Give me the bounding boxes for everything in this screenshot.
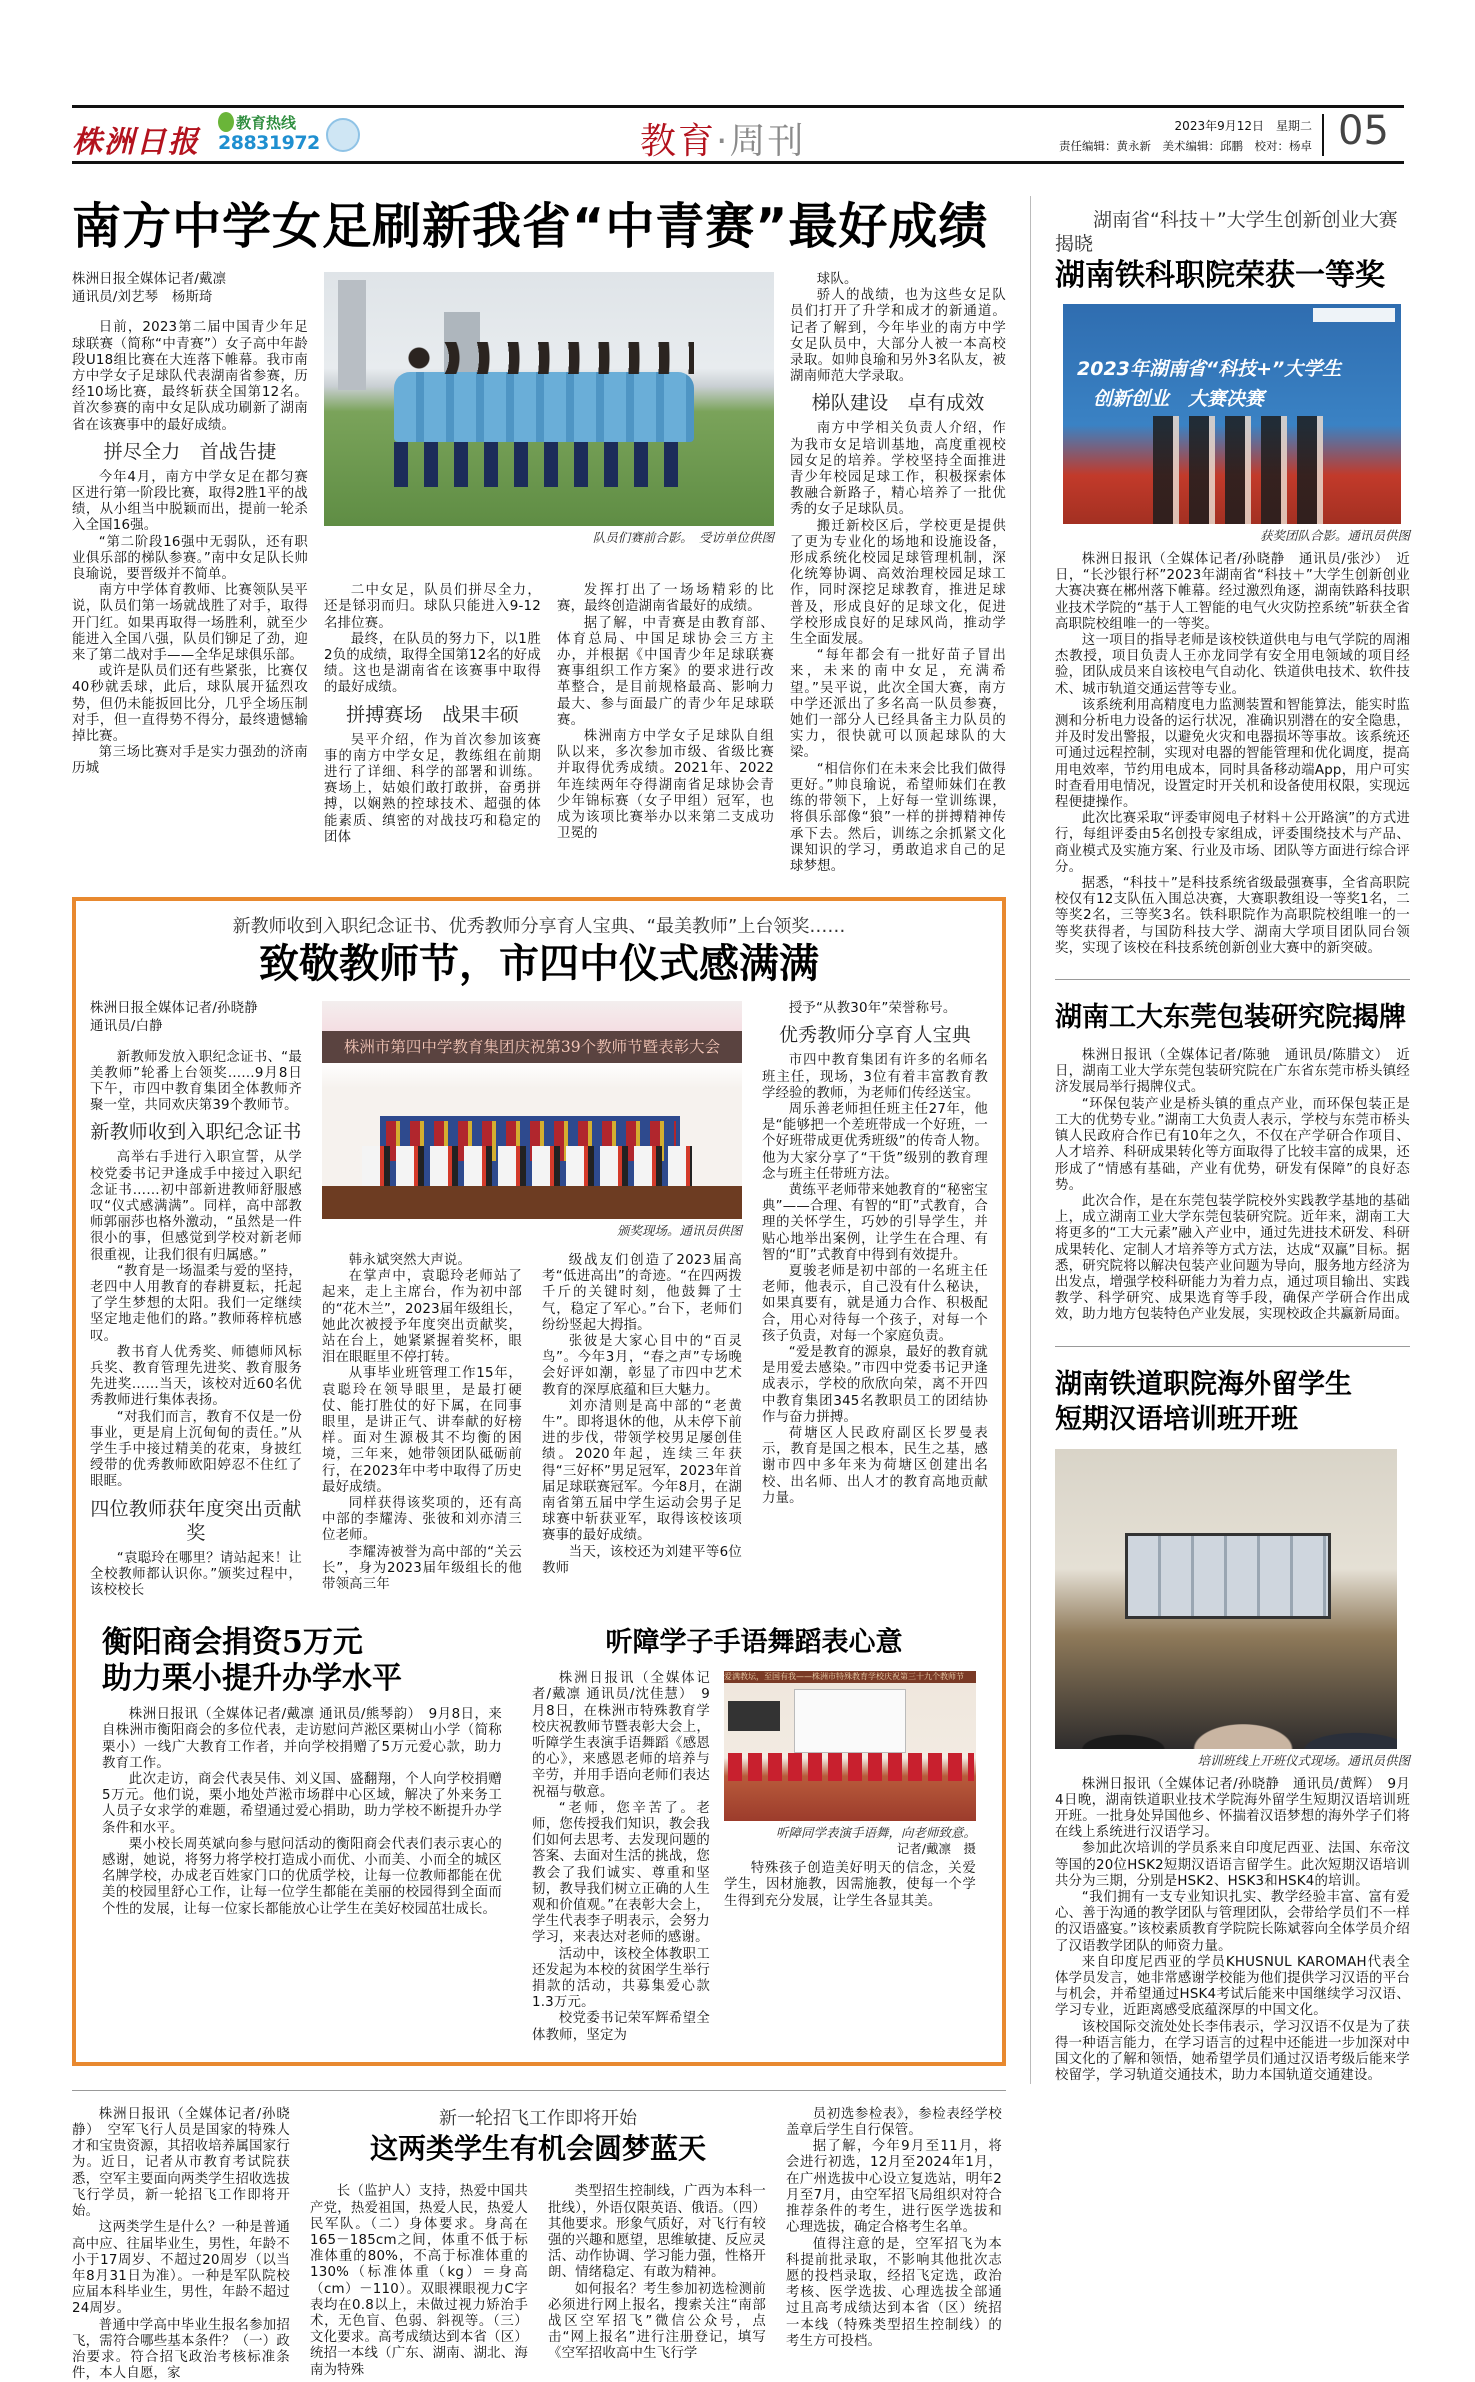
paragraph: 同样获得该奖项的，还有高中部的李耀涛、张彼和刘亦清三位老师。 [322, 1496, 522, 1544]
paragraph: “我们拥有一支专业知识扎实、教学经验丰富、富有爱心、善于沟通的教学团队与管理团队，会带给学员们不一样的汉语盛宴。”该校素质教育学院院长陈斌蓉向全体学员介绍了汉语教学团队的师资力量。 [1055, 1889, 1410, 1954]
section-sub: 周刊 [729, 121, 806, 162]
sidebar-rule-1 [1055, 979, 1410, 980]
team-photo [324, 272, 774, 526]
video-wall [1125, 1533, 1331, 1619]
paragraph: 发挥打出了一场场精彩的比赛，最终创造湖南省最好的成绩。 [557, 583, 774, 615]
paragraph: 高举右手进行入职宣誓，从学校党委书记尹逢成手中接过入职纪念证书……初中部新进教师舒服感叹“仪式感满满”。同样，高中部教师郭丽莎也格外激动，“虽然是一件很小的事，但感觉到学校对新老师很重视，让我们很有归属感。” [90, 1150, 302, 1263]
byline: 通讯员/刘艺琴 杨斯琦 [72, 290, 213, 306]
paragraph: 教书育人优秀奖、师德师风标兵奖、教育管理先进奖、教育服务先进奖……当天，该校对近60名优秀教师进行集体表扬。 [90, 1344, 302, 1409]
pilot-col-1 [72, 2107, 290, 2382]
paragraph: 参加此次培训的学员系来自印度尼西亚、法国、东帝汶等国的20位HSK2短期汉语语言留学生。此次短期汉语培训共分为三期，分别是HSK2、HSK3和HSK4的培训。 [1055, 1841, 1410, 1889]
paragraph: 长（监护人）支持，热爱中国共产党，热爱祖国，热爱人民，热爱人民军队。（二）身体要求。身高在165－185cm之间，体重不低于标准体重的80%，不高于标准体重的130%（标准体重（kg）＝身高（cm）－110）。双眼裸眼视力C字表均在0.8以上，未做过视力矫治手术，无色盲、色弱、斜视等。（三）文化要求。高考成绩达到本省（区）统招一本线（广东、湖南、湖北、海南为特殊 [310, 2184, 528, 2378]
online-class-photo [1055, 1449, 1397, 1749]
paragraph: 骄人的战绩，也为这些女足队员们打开了升学和成才的新通道。记者了解到，今年毕业的南方中学女足队员中，大部分人被一本高校录取。如帅良瑜和另外3名队友，被湖南师范大学录取。 [790, 288, 1006, 385]
paragraph: 二中女足，队员们拼尽全力，还是铩羽而归。球队只能进入9-12名排位赛。 [324, 583, 541, 631]
paragraph: “环保包装产业是桥头镇的重点产业，而环保包装正是工大的优势专业。”湖南工大负责人表示，学校与东莞市桥头镇人民政府合作已有10年之久，不仅在产学研合作项目、人才培养、科研成果转化等方面取得了比较丰富的成果，还形成了“情感有基础，产业有优势，研发有保障”的良好态势。 [1055, 1096, 1410, 1193]
pilot-col-4 [786, 2107, 1002, 2382]
packaging-headline: 湖南工大东莞包装研究院揭牌 [1055, 1002, 1406, 1034]
teacher-day-col-3 [542, 1253, 742, 1599]
paragraph: 最终，在队员的努力下，以1胜2负的成绩，取得全国第12名的好成绩。这也是湖南省在该赛事中取得的最好成绩。 [324, 631, 541, 696]
paragraph: 搬迁新校区后，学校更是提供了更为专业化的场地和设施设备，形成系统化校园足球管理机制，深化统筹协调、高效治理校园足球工作，同时深挖足球教育，推进足球普及，形成良好的足球文化，促进学校形成良好的足球风尚，推动学生全面发展。 [790, 518, 1006, 648]
box-bottom-stories [90, 1625, 988, 2044]
projection-screen [794, 1689, 906, 1753]
paragraph: 株洲南方中学女子足球队自组队以来，多次参加市级、省级比赛并取得优秀成绩。2021年、2022年连续两年夺得湖南省足球协会青少年锦标赛（女子甲组）冠军，也成为该项比赛举办以来第二支成功卫冕的 [557, 728, 774, 842]
section-dot: · [716, 121, 730, 162]
teacher-day-col-4 [762, 1001, 988, 1599]
timer-display [1313, 308, 1395, 322]
teacher-day-col-1 [90, 1001, 302, 1599]
teacher-day-story [90, 1001, 988, 1599]
subheading: 梯队建设 卓有成效 [811, 392, 985, 415]
paragraph: 来自印度尼西亚的学员KHUSNUL KAROMAH代表全体学员发言，她非常感谢学校能为他们提供学习汉语的平台与机会，并希望通过HSK4考试后能来中国继续学习汉语、学习专业，近距离感受底蕴深厚的中国文化。 [1055, 1954, 1410, 2019]
paragraph: 员初选参检表》，参检表经学校盖章后学生自行保管。 [786, 2106, 1002, 2139]
paragraph: 张彼是大家心目中的“百灵鸟”。今年3月，“春之声”专场晚会好评如潮，彰显了市四中艺术教育的深厚底蕴和巨大魅力。 [542, 1334, 742, 1398]
lead-story [72, 272, 1006, 875]
book-icon [326, 118, 360, 152]
led-banner-text: 株洲市第四中学教育集团庆祝第39个教师节暨表彰大会 [343, 1038, 721, 1057]
paragraph: 周乐善老师担任班主任27年，他是“能够把一个差班带成一个好班，一个好班带成更优秀班级”的传奇人物。他为大家分享了“干货”级别的教育理念与班主任带班方法。 [762, 1101, 988, 1182]
building [338, 280, 366, 390]
paragraph: 类型招生控制线，广西为本科一批线），外语仅限英语、俄语。（四）其他要求。形象气质好，对飞行有较强的兴趣和愿望，思维敏捷、反应灵活、动作协调、学习能力强，性格开朗、情绪稳定、有敢为精神。 [548, 2184, 766, 2281]
ceremony-photo-figure [322, 1001, 742, 1253]
paragraph: “相信你们在未来会比我们做得更好。”帅良瑜说，希望师妹们在教练的带领下，上好每一堂训练课，将俱乐部像“狼”一样的拼搏精神传承下去。然后，训练之余抓紧文化课知识的学习，勇敢追求自己的足球梦想。 [790, 761, 1006, 874]
paragraph: 吴平介绍，作为首次参加该赛事的南方中学女足，教练组在前期进行了详细、科学的部署和训练。赛场上，姑娘们敢打敢拼，奋勇拼搏，以娴熟的控球技术、超强的体能素质、缜密的对战技巧和稳定的团体 [324, 732, 541, 845]
subheading: 新教师收到入职纪念证书 [90, 1121, 302, 1144]
contest-banner-1: 2023年湖南省“科技+”大学生 [1077, 358, 1342, 380]
sign-dance-credit: 记者/戴凛 摄 [896, 1841, 976, 1857]
paragraph: 或许是队员们还有些紧张，比赛仅40秒就丢球，此后，球队展开猛烈攻势，但仍未能扳回比分，几乎全场压制对手，但一直得势不得分，最终遗憾输掉比赛。 [72, 664, 308, 745]
paragraph: 株洲日报讯（全媒体记者/戴凛 通讯员/熊琴韵） 9月8日，来自株洲市衡阳商会的多位代表，走访慰问芦淞区栗树山小学（简称栗小）一线广大教育工作者，并向学校捐赠了5万元爱心款，助力教育工作。 [102, 1707, 502, 1771]
byline: 株洲日报全媒体记者/戴凛 [72, 272, 227, 287]
stage-front [322, 1186, 742, 1219]
sign-dance-headline: 听障学子手语舞蹈表心意 [605, 1627, 903, 1659]
paragraph: 株洲日报讯（全媒体记者/陈驰 通讯员/陈腊文） 近日，湖南工业大学东莞包装研究院在广东省东莞市桥头镇经济发展局举行揭牌仪式。 [1055, 1048, 1410, 1096]
paragraph: 在掌声中，袁聪玲老师站了起来，走上主席台，作为初中部的“花木兰”，2023届年级组长，她此次被授予年度突出贡献奖，站在台上，她紧紧握着奖杯，眼泪在眼眶里不停打转。 [322, 1269, 522, 1366]
paragraph: “第二阶段16强中无弱队，还有职业俱乐部的梯队参赛。”南中女足队长帅良瑜说，要晋级并不简单。 [72, 534, 308, 583]
paragraph: 这一项目的指导老师是该校铁道供电与电气学院的周湘杰教授，项目负责人王亦龙同学有安全用电领域的项目经验，团队成员来自该校电气自动化、铁道供电技术、软件技术、城市轨道交通运营等专业。 [1055, 633, 1410, 697]
pilot-heading [310, 2107, 766, 2171]
paragraph: 这两类学生是什么？一种是普通高中应、往届毕业生，男性，年龄不小于17周岁、不超过20周岁（以当年8月31日为准）。一种是军队院校应届本科毕业生，男性，年龄不超过24周岁。 [72, 2220, 290, 2317]
paragraph: “老师，您辛苦了。老师，您传授我们知识，教会我们如何去思考、去发现问题的答案、去面对生活的挑战，您教会了我们诚实、尊重和坚韧，教导我们树立正确的人生观和价值观。”在表彰大会上，学生代表李子明表示，会努力学习，来表达对老师的感谢。 [532, 1800, 710, 1946]
paragraph: 值得注意的是，空军招飞为本科提前批录取，不影响其他批次志愿的投档录取，经招飞定选，政治考核、医学选拔、心理选拔全部通过且高考成绩达到本省（区）统招一本线（特殊类型招生控制线）的考生方可投档。 [786, 2236, 1002, 2349]
section-main: 教育 [640, 121, 717, 162]
lead-col-1 [72, 272, 308, 875]
paragraph: “爱是教育的源泉，最好的教育就是用爱去感染。”市四中党委书记尹逢成表示，学校的欣欣向荣，离不开四中教育集团345名教职员工的团结协作与奋力拼搏。 [762, 1344, 988, 1425]
players-group [394, 342, 694, 492]
paragraph: 从事毕业班管理工作15年，袁聪玲在领导眼里，是最打硬仗、能打胜仗的好下属，在同事眼里，是讲正气、讲奉献的好榜样。面对生源极其不均衡的困境，三年来，她带领团队砥砺前行，在2023年中考中取得了历史最好成绩。 [322, 1366, 522, 1495]
pilot-kicker: 新一轮招飞工作即将开始 [439, 2107, 637, 2129]
lead-headline: 南方中学女足刷新我省“中青赛”最好成绩 [72, 198, 989, 255]
paragraph: 今年4月，南方中学女足在都匀赛区进行第一阶段比赛，取得2胜1平的战绩，从小组当中脱颖而出，提前一轮杀入全国16强。 [72, 469, 308, 534]
paragraph: 如何报名？考生参加初选检测前必须进行网上报名，搜索关注“南部战区空军招飞”微信公众号，点击“网上报名”进行注册登记，填写《空军招收高中生飞行学 [548, 2281, 766, 2362]
page-main [72, 196, 1410, 2382]
newspaper-logo: 株洲日报 [72, 125, 200, 160]
contest-banner-2: 创新创业 大赛决赛 [1093, 388, 1265, 410]
subheading: 四位教师获年度突出贡献奖 [90, 1497, 302, 1544]
paragraph: “对我们而言，教育不仅是一份事业，更是肩上沉甸甸的责任。”从学生手中接过精美的花束，身披红绶带的优秀教师欧阳婷忍不住红了眼眶。 [90, 1409, 302, 1490]
page-number-divider [1322, 114, 1324, 156]
ceremony-photo-caption: 颁奖现场。通讯员供图 [616, 1223, 742, 1239]
paragraph: 此次合作，是在东莞包装学院校外实践教学基地的基础上，成立湖南工业大学东莞包装研究院。近年来，湖南工大将更多的“工大元素”融入产业中，通过先进技术研发、科研成果转化、定制人才培养等方式方法，达成“双赢”目标。据悉，研究院将以解决包装产业问题为导向，服务地方经济为出发点，增强学校科研能力为着力点，通过项目输出、实践教学、科学研究、成果选育等手段，确保产学研合作出成效，助力地方包装特色产业发展，实现校政企共赢新局面。 [1055, 1193, 1410, 1323]
paragraph: 南方中学体育教师、比赛领队吴平说，队员们第一场就战胜了对手，取得开门红。如果再取得一场胜利，就至少能进入全国八强，队员们铆足了劲，迎来了第二战对手——全华足球俱乐部。 [72, 583, 308, 664]
team-photo-figure [324, 272, 774, 583]
paragraph: 韩永斌突然大声说。 [348, 1253, 472, 1269]
paragraph: 当天，该校还为刘建平等6位教师 [542, 1544, 742, 1576]
sign-dance-col-2 [724, 1861, 976, 1910]
sign-dance-photo [724, 1671, 976, 1821]
paragraph: “教育是一场温柔与爱的坚持，老四中人用教育的春耕夏耘，托起了学生梦想的太阳。我们一定继续坚定地走他们的路。”教师蒋梓杭感叹。 [90, 1263, 302, 1344]
tv-screen [728, 1701, 780, 1731]
contest-photo-caption: 获奖团队合影。通讯员供图 [1259, 528, 1410, 543]
paragraph: 该校国际交流处处长李伟表示，学习汉语不仅是为了获得一种语言能力，在学习语言的过程中还能进一步加深对中国文化的了解和领悟，她希望学员们通过汉语考级后能来学校留学，学习轨道交通技术，助力本国轨道交通建设。 [1055, 2019, 1410, 2084]
contest-body [1055, 552, 1410, 957]
sidebar-rule-2 [1055, 1346, 1410, 1347]
editor-credits: 责任编辑：黄永新 美术编辑：邱鹏 校对：杨卓 [1059, 139, 1312, 153]
paragraph: 特殊孩子创造美好明天的信念，关爱学生，因材施教，因需施教，使每一个学生得到充分发展，让学生各显其美。 [724, 1861, 976, 1909]
photo-banner [724, 1671, 976, 1683]
winning-team [1153, 416, 1333, 524]
paragraph: 授予“从教30年”荣誉称号。 [788, 1001, 957, 1017]
phone-icon [218, 112, 234, 132]
chinese-class-headline-2: 短期汉语培训班开班 [1055, 1403, 1298, 1435]
paragraph: 活动中，该校全体教职工还发起为本校的贫困学生举行捐款的活动，共募集爱心款1.3万元。 [532, 1946, 710, 2011]
ceremony-photo [322, 1001, 742, 1219]
lead-col-2 [324, 583, 541, 875]
paragraph: 日前，2023第二届中国青少年足球联赛（简称“中青赛”）女子高中年龄段U18组比赛在大连落下帷幕。我市南方中学女子足球队代表湖南省参赛，历经10场比赛，最终斩获全国第12名。首次参赛的南中女足队成功刷新了湖南省在该赛事中的最好成绩。 [72, 320, 308, 433]
hotline-badge [218, 110, 363, 158]
paragraph: 夏骏老师是初中部的一名班主任老师，他表示，自己没有什么秘诀，如果真要有，就是通力合作、积极配合，用心对待每一个孩子，对每一个孩子负责，对每一个家庭负责。 [762, 1263, 988, 1344]
paragraph: 南方中学相关负责人介绍，作为我市女足培训基地，高度重视校园女足的培养。学校坚持全面推进青少年校园足球工作，积极探索体教融合新路子，精心培养了一批优秀的女子足球队员。 [790, 421, 1006, 518]
sign-dance-right [724, 1671, 976, 2044]
paragraph: “袁聪玲在哪里？请站起来！让全校教师都认识你。”颁奖过程中，该校校长 [90, 1550, 302, 1598]
subheading: 拼搏赛场 战果丰硕 [346, 703, 519, 726]
dancers [728, 1753, 974, 1781]
paragraph: 株洲日报讯（全媒体记者/孙晓静） 空军飞行人员是国家的特殊人才和宝贵资源，其招收培养属国家行为。近日，记者从市教育考试院获悉，空军主要面向两类学生招收选拔飞行学员，新一轮招飞工作即将开始。 [72, 2106, 290, 2220]
left-zone [72, 196, 1006, 2382]
paragraph: 据悉，“科技＋”是科技系统省级最强赛事，全省高职院校仅有12支队伍入围总决赛，大赛职教组设一等奖1名，二等奖2名，三等奖3名。铁科职院作为高职院校组唯一的一等奖获得者，与国防科技大学、湖南大学项目团队同台领奖，实现了该校在科技系统创新创业大赛中的新突破。 [1055, 876, 1410, 956]
contest-photo [1063, 304, 1401, 524]
pilot-col-3 [548, 2184, 766, 2382]
paragraph: 荷塘区人民政府副区长罗曼表示，教育是国之根本，民生之基，感谢市四中多年来为荷塘区创建出名校、出名师、出人才的教育高地贡献力量。 [762, 1425, 988, 1506]
sidebar [1030, 196, 1410, 2084]
subheading: 拼尽全力 首战告捷 [103, 440, 277, 463]
paragraph: 该系统利用高精度电力监测装置和智能算法，能实时监测和分析电力设备的运行状况，准确识别潜在的安全隐患，并及时发出警报，以避免火灾和电器损坏等事故。该系统还可通过远程控制，实现对电器的智能管理和优化调度，提高用电效率，节约用电成本，同时具备移动端App，用户可实时查看用电情况，设置定时开关机和设备使用权限，实现远程便捷操作。 [1055, 697, 1410, 811]
packaging-body [1055, 1048, 1410, 1323]
attendees [1055, 1654, 1397, 1749]
paragraph: 普通中学高中毕业生报名参加招飞，需符合哪些基本条件？（一）政治要求。符合招飞政治考核标准条件，本人自愿，家 [72, 2317, 290, 2382]
teacher-day-col-2 [322, 1253, 522, 1599]
issue-date: 2023年9月12日 星期二 [1174, 119, 1312, 133]
teacher-day-kicker: 新教师收到入职纪念证书、优秀教师分享育人宝典、“最美教师”上台领奖…… [232, 916, 846, 938]
paragraph: 据了解，今年9月至11月，将会进行初选，12月至2024年1月，在广州选拔中心设立复选站，明年2月至7月，由空军招飞局组织对符合推荐条件的考生，进行医学选拔和心理选拔，确定合格考生名单。 [786, 2139, 1002, 2236]
contest-kicker: 湖南省“科技＋”大学生创新创业大赛揭晓 [1055, 209, 1398, 255]
hengyang-headline-1: 衡阳商会捐资5万元 [102, 1625, 363, 1661]
paragraph: 新教师发放入职纪念证书、“最美教师”轮番上台领奖……9月8日下午，市四中教育集团全体教师齐聚一堂，共同欢庆第39个教师节。 [90, 1049, 302, 1114]
hengyang-body [102, 1707, 502, 1918]
paragraph: 李耀涛被誉为高中部的“关云长”，身为2023届年级组长的他带领高三年 [322, 1544, 522, 1593]
sign-dance-columns [532, 1671, 976, 2044]
teacher-day-box [72, 897, 1006, 2066]
hengyang-headline-2: 助力栗小提升办学水平 [102, 1661, 402, 1697]
lead-col-4 [790, 272, 1006, 875]
pilot-col-2 [310, 2184, 528, 2382]
team-photo-caption: 队员们赛前合影。 受访单位供图 [592, 530, 774, 545]
chinese-class-body [1055, 1777, 1410, 2085]
paragraph: 黄练平老师带来她教育的“秘密宝典”——合理、有智的“盯”式教育，合理的关怀学生，巧妙的引导学生，并贴心地举出案例，让学生在合理、有智的“盯”式教育中得到有效提升。 [762, 1182, 988, 1263]
paragraph: 校党委书记荣军辉希望全体教师，坚定为 [532, 2011, 710, 2043]
hotline-number: 28831972 [218, 132, 320, 154]
paragraph: 据了解，中青赛是由教育部、体育总局、中国足球协会三方主办，并根据《中国青少年足球联赛赛事组织工作方案》的要求进行改革整合，是目前规格最高、影响力最大、参与面最广的青少年足球联赛。 [557, 615, 774, 728]
chinese-class-headline-1: 湖南铁道职院海外留学生 [1055, 1368, 1352, 1400]
paragraph: 刘亦清则是高中部的“老黄牛”。即将退休的他，从未停下前进的步伐，带领学校男足屡创佳绩。2020年起，连续三年获得“三好杯”男足冠军，2023年首届足球联赛冠军。今年8月，在湖南省第五届中学生运动会男子足球赛中斩获亚军，取得该校该项赛事的最好成绩。 [542, 1398, 742, 1544]
byline: 通讯员/白静 [90, 1019, 163, 1035]
paragraph: 栗小校长周英斌向参与慰问活动的衡阳商会代表们表示衷心的感谢，她说，将努力将学校打造成小而优、小而美、小而全的城区名牌学校，办成老百姓家门口的优质学校，让每一位教师都能在优美的校园里舒心工作，让每一位学生都能在美丽的校园得到全面而个性的发展，让每一位家长都能放心让学生在美好校园茁壮成长。 [102, 1836, 502, 1917]
masthead-top-rule [72, 105, 1404, 108]
paragraph: 株洲日报讯（全媒体记者/戴凛 通讯员/沈佳慧） 9月8日，在株洲市特殊教育学校庆祝教师节暨表彰大会上，听障学生表演手语舞蹈《感恩的心》，来感恩老师的培养与辛劳，并用手语向老师们表达祝福与敬意。 [532, 1671, 710, 1800]
lead-col-3 [557, 583, 774, 875]
byline: 株洲日报全媒体记者/孙晓静 [90, 1001, 258, 1017]
subheading: 优秀教师分享育人宝典 [778, 1024, 971, 1047]
sign-dance-col-1 [532, 1671, 710, 2044]
paragraph: 此次比赛采取“评委审阅电子材料＋公开路演”的方式进行，每组评委由5名创投专家组成，评委围绕技术与产品、商业模式及实施方案、行业及市场、团队等方面进行综合评分。 [1055, 811, 1410, 875]
page-number: 05 [1338, 108, 1389, 154]
sign-dance-caption: 听障同学表演手语舞，向老师致意。 [775, 1825, 976, 1841]
teacher-day-headline: 致敬教师节，市四中仪式感满满 [259, 940, 819, 988]
hengyang-story [90, 1625, 502, 2044]
paragraph: 株洲日报讯（全媒体记者/孙晓静 通讯员/张沙） 近日，“长沙银行杯”2023年湖南省“科技＋”大学生创新创业大赛决赛在郴州落下帷幕。经过激烈角逐，湖南铁路科技职业技术学院的“基于人工智能的电气火灾防控系统”斩获全省高职院校组唯一的一等奖。 [1055, 552, 1410, 632]
paragraph: 此次走访，商会代表吴伟、刘义国、盛翻翔，个人向学校捐赠5万元。他们说，栗小地处芦淞市场群中心区域，解决了外来务工人员子女求学的难题，希望通过爱心捐助，助力学校不断提升办学条件和水平。 [102, 1772, 502, 1836]
paragraph: 第三场比赛对手是实力强劲的济南历城 [72, 745, 308, 777]
pilot-headline: 这两类学生有机会圆梦蓝天 [369, 2131, 706, 2165]
led-banner [322, 1031, 742, 1063]
online-class-caption: 培训班线上开班仪式现场。通讯员供图 [1197, 1752, 1410, 1768]
photo-banner-text: 爱满教坛，至国有我——株洲市特殊教育学校庆祝第三十九个教师节 [724, 1672, 964, 1682]
contest-headline: 湖南铁科职院荣获一等奖 [1055, 258, 1385, 293]
section-title [640, 113, 805, 164]
paragraph: “每年都会有一批好苗子冒出来，未来的南中女足，充满希望。”吴平说，此次全国大赛，南方中学还派出了多名高一队员参赛，她们一部分人已经具备主力队员的实力，很快就可以顶起球队的大梁。 [790, 648, 1006, 761]
sign-dance-story [532, 1625, 976, 2044]
paragraph: 球队。 [816, 272, 858, 287]
pilot-story [72, 2090, 1006, 2382]
paragraph: 株洲日报讯（全媒体记者/孙晓静 通讯员/黄辉） 9月4日晚，湖南铁道职业技术学院海外留学生短期汉语培训班开班。一批身处异国他乡、怀揣着汉语梦想的海外学子们将在线上系统进行汉语学习。 [1055, 1776, 1410, 1841]
paragraph: 级战友们创造了2023届高考“低进高出”的奇迹。“在四两拨千斤的关键时刻，他鼓舞了士气，稳定了军心。”台下，老师们纷纷竖起大拇指。 [542, 1253, 742, 1333]
paragraph: 市四中教育集团有许多的名师名班主任，现场，3位有着丰富教育教学经验的教师，为老师们传经送宝。 [762, 1053, 988, 1101]
hotline-label: 教育热线 [236, 114, 297, 132]
